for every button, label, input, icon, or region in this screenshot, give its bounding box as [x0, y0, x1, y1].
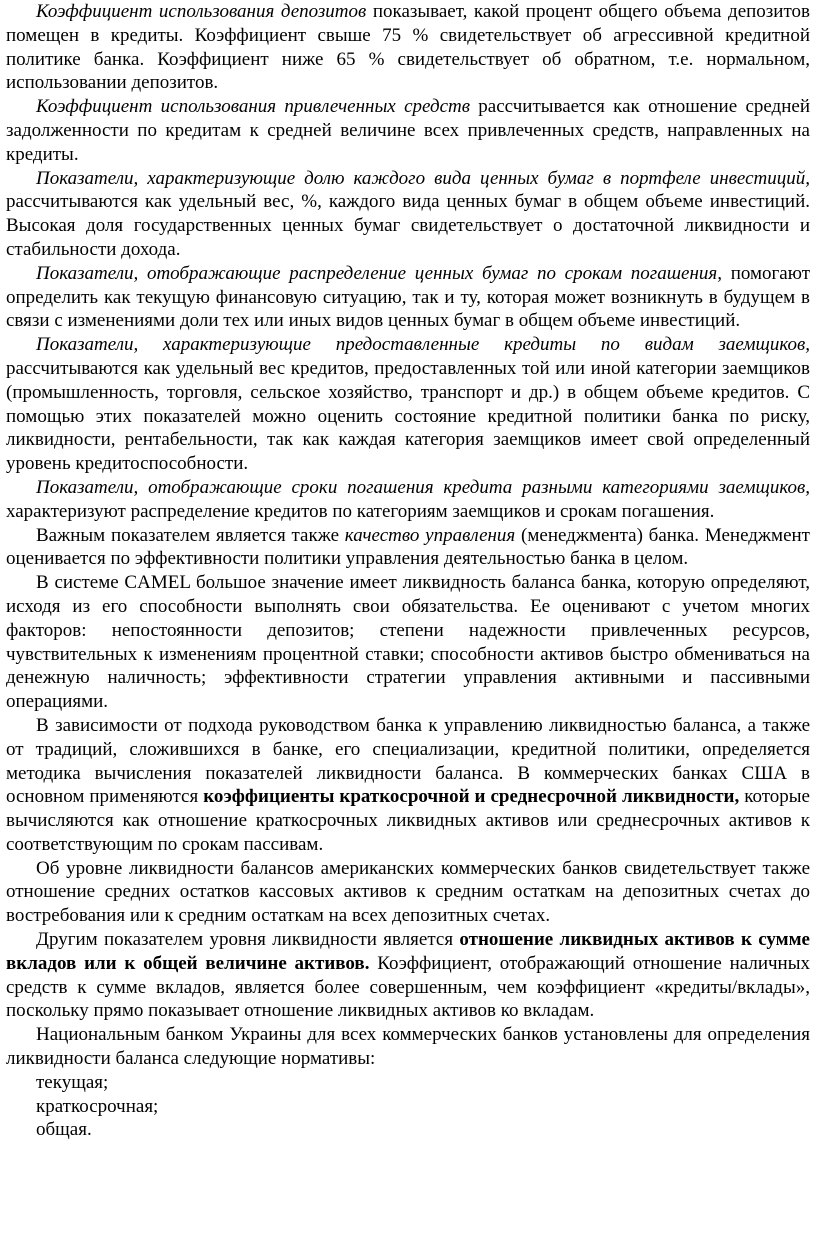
term-securities-share: Показатели, характеризующие долю каждого вида ценных бумаг в портфеле инвестиций, — [36, 167, 810, 189]
para-deposit-usage — [6, 0, 810, 95]
term-management-quality: качество управления — [344, 524, 516, 546]
para-nbu-norms — [6, 1023, 810, 1071]
para-attracted-funds — [6, 95, 810, 166]
text: рассчитываются как удельный вес кредитов, предоставленных той или иной категории заемщиков (промышленность, торговля, сельское хозяйство, транспорт и др.) в общем объеме кредитов. С помощью этих показателей можно оценить состояние кредитной политики банка по риску, ликвидности, рентабельности, так как каждая категория заемщиков имеет свой определенный уровень кредитоспособности. — [6, 357, 810, 475]
text: рассчитывается как отношение средней задолженности по кредитам к средней величине всех привлеченных средств, направленных на кредиты. — [6, 96, 810, 165]
text: Важным показателем является также — [36, 524, 345, 546]
para-us-banks — [6, 857, 810, 928]
text: (менеджмента) банка. Менеджмент оценивается по эффективности политики управления деятельностью банка в целом. — [6, 524, 810, 570]
term-loan-terms: Показатели, отображающие сроки погашения кредита разными категориями заемщиков, — [36, 476, 810, 498]
text: В системе CAMEL большое значение имеет ликвидность баланса банка, которую определяют, исходя из его способности выполнять свои обязательства. Ее оценивают с учетом многих факторов: непостоянности депозитов; степени надежности привлеченных ресурсов, чувствительных к изменениям процентной ставки; способности активов быстро обмениваться на денежную наличность; эффективности стратегии управления активными и пассивными операциями. — [6, 572, 810, 713]
para-securities-share — [6, 167, 810, 262]
text: рассчитываются как удельный вес, %, каждого вида ценных бумаг в общем объеме инвестиций. Высокая доля государственных ценных бумаг свидетельствует о достаточной ликвидности и стабильности дохода. — [6, 191, 810, 260]
text: показывает, какой процент общего объема депозитов помещен в кредиты. Коэффициент свыше 75 % свидетельствует об агрессивной кредитной политике банка. Коэффициент ниже 65 % свидетельствует об обратном, т.е. нормальном, использовании депозитов. — [6, 1, 810, 94]
text: В зависимости от подхода руководством банка к управлению ликвидностью баланса, а также от традиций, сложившихся в банке, его специализации, кредитной политики, определяется методика вычисления показателей ликвидности баланса. В коммерческих банках США в основном применяются — [6, 714, 810, 808]
para-liquid-assets-ratio — [6, 928, 810, 1023]
text: Об уровне ликвидности балансов американских коммерческих банков свидетельствует также отношение средних остатков кассовых активов к средним остаткам на депозитных счетах до востребования или к средним остаткам на всех депозитных счетах. — [6, 857, 810, 927]
para-loan-terms — [6, 476, 810, 524]
para-securities-maturity — [6, 262, 810, 333]
para-loans-by-borrower — [6, 333, 810, 476]
para-camel — [6, 571, 810, 714]
list-item-current: текущая; — [36, 1071, 109, 1093]
text: Национальным банком Украины для всех коммерческих банков установлены для определения ликвидности баланса следующие нормативы: — [6, 1024, 810, 1070]
term-securities-maturity: Показатели, отображающие распределение ценных бумаг по срокам погашения, — [36, 262, 722, 284]
term-liquidity-ratios: коэффициенты краткосрочной и среднесрочной ликвидности, — [203, 786, 740, 808]
text: Коэффициент, отображающий отношение наличных средств к сумме вкладов, является более совершенным, чем коэффициент «кредиты/вклады», поскольку прямо показывает отношение ликвидных активов ко вкладам. — [6, 952, 810, 1022]
list-item-short-term: краткосрочная; — [36, 1095, 159, 1117]
term-attracted-funds: Коэффициент использования привлеченных средств — [36, 96, 470, 118]
list-item-general: общая. — [36, 1119, 92, 1141]
para-management-quality — [6, 524, 810, 572]
para-liquidity-method — [6, 714, 810, 857]
term-liquid-assets-ratio: отношение ликвидных активов к сумме вкладов или к общей величине активов. — [6, 929, 810, 974]
text: Другим показателем уровня ликвидности является — [36, 929, 460, 951]
text: характеризуют распределение кредитов по категориям заемщиков и срокам погашения. — [6, 500, 715, 522]
term-loans-by-borrower: Показатели, характеризующие предоставленные кредиты по видам заемщиков, — [36, 334, 810, 356]
term-deposit-usage: Коэффициент использования депозитов — [36, 1, 367, 22]
text: которые вычисляются как отношение краткосрочных ликвидных активов или среднесрочных активов к соответствующим по срокам пассивам. — [6, 786, 810, 855]
text: помогают определить как текущую финансовую ситуацию, так и ту, которая может возникнуть в будущем в связи с изменениями доли тех или иных видов ценных бумаг в общем объеме инвестиций. — [6, 262, 810, 332]
